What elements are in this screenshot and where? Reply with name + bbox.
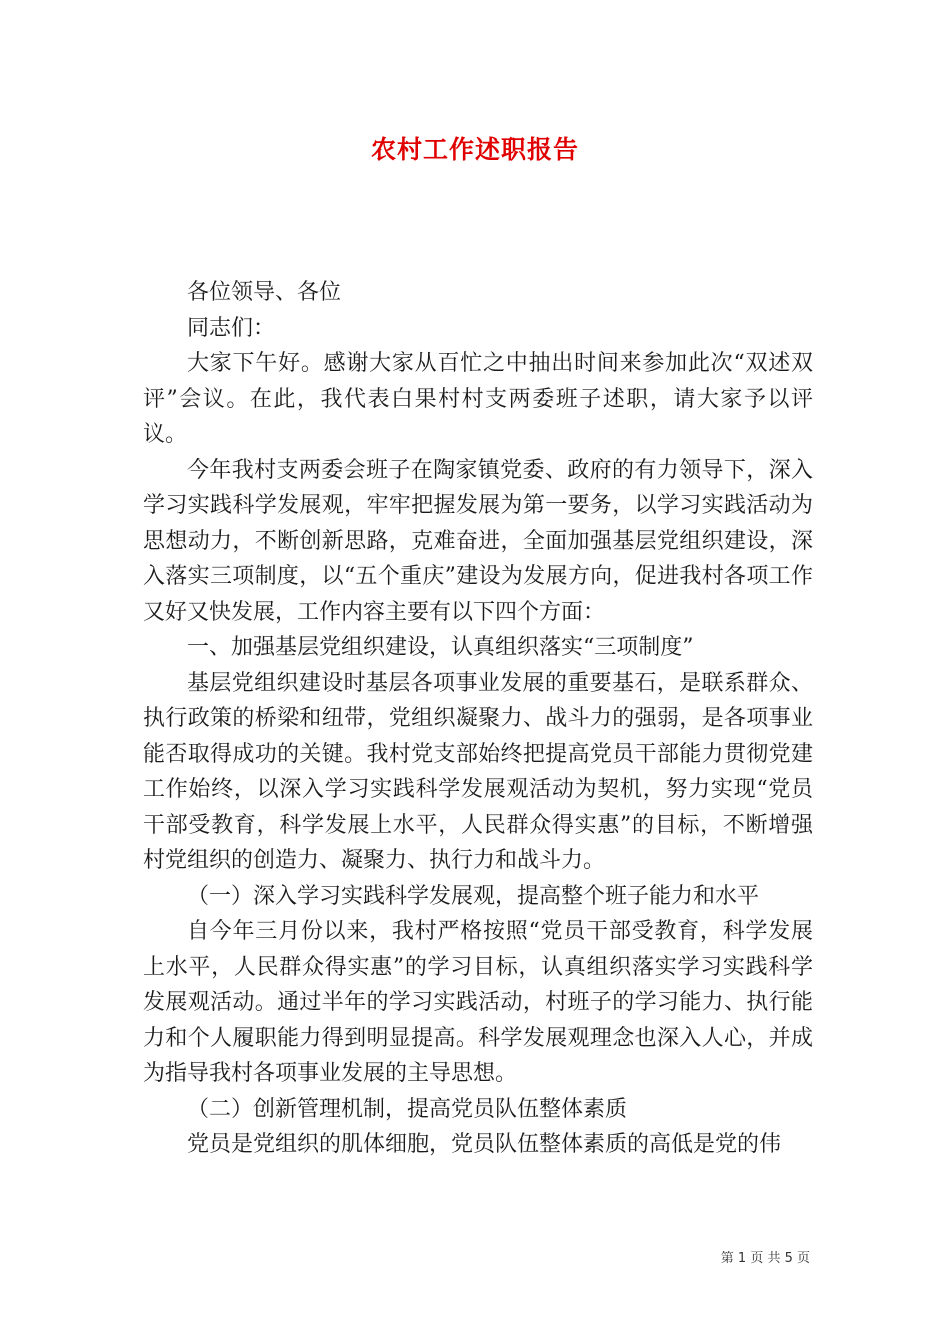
paragraph-section-1: 基层党组织建设时基层各项事业发展的重要基石，是联系群众、执行政策的桥梁和纽带，党组织凝聚力、战斗力的强弱，是各项事业能否取得成功的关键。我村党支部始终把提高党员干部能力贯彻党建工作始终，以深入学习实践科学发展观活动为契机，努力实现“党员干部受教育，科学发展上水平，人民群众得实惠”的目标，不断增强村党组织的创造力、凝聚力、执行力和战斗力。 xyxy=(143,670,813,873)
subsection-heading-1: （一）深入学习实践科学发展观，提高整个班子能力和水平 xyxy=(187,883,760,909)
subsection-heading-2: （二）创新管理机制，提高党员队伍整体素质 xyxy=(187,1096,628,1122)
salutation-line-2: 同志们： xyxy=(187,315,276,341)
paragraph-subsection-2: 党员是党组织的肌体细胞，党员队伍整体素质的高低是党的伟 xyxy=(187,1132,782,1157)
document-title: 农村工作述职报告 xyxy=(370,135,579,164)
section-heading-1: 一、加强基层党组织建设，认真组织落实“三项制度” xyxy=(187,635,694,660)
document-body xyxy=(143,275,813,1163)
paragraph-intro: 今年我村支两委会班子在陶家镇党委、政府的有力领导下，深入学习实践科学发展观，牢牢把握发展为第一要务，以学习实践活动为思想动力，不断创新思路，克难奋进，全面加强基层党组织建设，深入落实三项制度，以“五个重庆”建设为发展方向，促进我村各项工作又好又快发展，工作内容主要有以下四个方面： xyxy=(143,457,813,625)
paragraph-subsection-1: 自今年三月份以来，我村严格按照“党员干部受教育，科学发展上水平，人民群众得实惠”的学习目标，认真组织落实学习实践科学发展观活动。通过半年的学习实践活动，村班子的学习能力、执行能力和个人履职能力得到明显提高。科学发展观理念也深入人心，并成为指导我村各项事业发展的主导思想。 xyxy=(143,919,813,1086)
paragraph-greeting: 大家下午好。感谢大家从百忙之中抽出时间来参加此次“双述双评”会议。在此，我代表白果村村支两委班子述职，请大家予以评议。 xyxy=(143,351,813,447)
salutation-line-1: 各位领导、各位 xyxy=(187,280,342,305)
page-indicator: 第 1 页 共 5 页 xyxy=(720,1251,810,1266)
